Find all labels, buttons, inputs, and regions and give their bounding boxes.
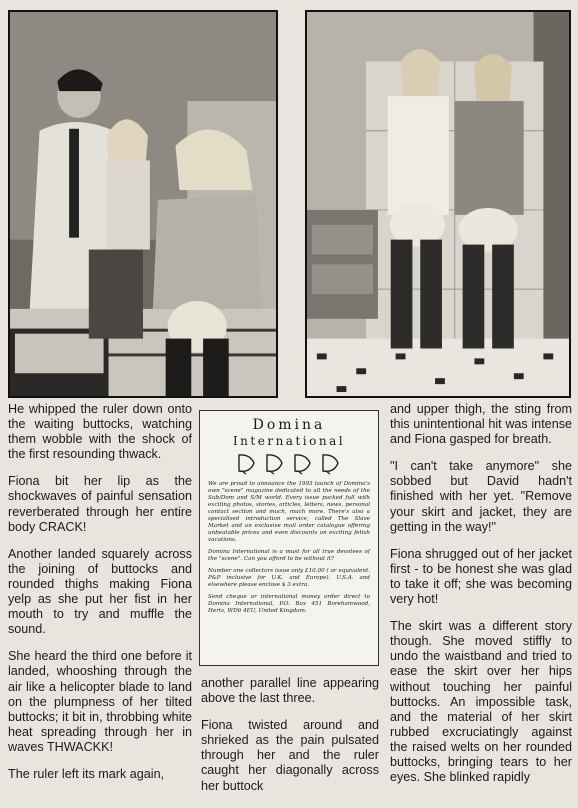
advertisement-box xyxy=(199,410,379,666)
paragraph: Another landed squarely across the joining of buttocks and rounded thighs making Fiona yelp as she put her fist in her mouth to try and muffle the sound. xyxy=(8,546,192,637)
ad-paragraph: Number one collectors issue only £10.00 ( or equivalent. P&P inclusive for U.K. and Europe). U.S.A. and elsewhere please enclose $ 3 extra. xyxy=(208,568,370,588)
paragraph: Fiona twisted around and shrieked as the pain pulsated through her and the ruler caught her diagonally across her buttock xyxy=(201,718,379,793)
ad-title: Domina xyxy=(252,417,326,433)
paragraph: The skirt was a different story though. She moved stiffly to undo the waistband and tried to ease the skirt over her hips without touching her painful buttocks. An impossible task, and the material of her skirt rubbed excruciatingly against the raised welts on her rounded buttocks, bringing tears to her eyes. She blinked rapidly xyxy=(390,619,572,785)
paragraph: another parallel line appearing above the last three. xyxy=(201,676,379,706)
domina-logo-icon xyxy=(236,453,258,475)
article-column-left xyxy=(8,402,192,794)
article-column-right xyxy=(390,402,572,797)
paragraph: Fiona shrugged out of her jacket first - to be honest she was glad to take it off; she was becoming very hot! xyxy=(390,546,572,607)
photo-left xyxy=(8,10,278,398)
ad-logo-row xyxy=(208,453,370,475)
article-column-middle xyxy=(201,676,379,806)
ad-paragraph: Domina International is a must for all true devotees of the "scene". Can you afford to be without it? xyxy=(208,549,370,562)
paragraph: He whipped the ruler down onto the waiting buttocks, watching them wobble with the shock of the first resounding thwack. xyxy=(8,402,192,462)
paragraph: and upper thigh, the sting from this unintentional hit was intense and Fiona gasped for breath. xyxy=(390,402,572,447)
paragraph: "I can't take anymore" she sobbed but David hadn't finished with her yet. "Remove your skirt and jacket, they are getting in the way!" xyxy=(390,459,572,534)
paragraph: She heard the third one before it landed, whooshing through the air like a helicopter blade to land on the plumpness of her tilted buttocks; it bit in, throbbing white heat spreading through her in waves THWACKK! xyxy=(8,649,192,754)
domina-logo-icon xyxy=(264,453,286,475)
photo-right xyxy=(305,10,571,398)
paragraph: The ruler left its mark again, xyxy=(8,766,165,781)
ad-paragraph: We are proud to announce the 1993 launch of Domina's own "scene" magazine dedicated to all the needs of the Sub/Dom and S/M world. Every issue packed full with exciting photos, stories, articles, letters, news, personal contact section and much, much more. There's also a specialised introduction service, called The Slave Market and an exclusive mail order catalogue offering unbeatable prices and even discounts on exciting fetish vacations. xyxy=(208,481,370,543)
ad-paragraph: Send cheque or international money order direct to Domina International, P.O. Box 451 Borehamwood, Herts, WD6 4EU, United Kingdom. xyxy=(208,594,370,614)
domina-logo-icon xyxy=(292,453,314,475)
ad-subtitle: International xyxy=(232,434,346,448)
paragraph: Fiona bit her lip as the shockwaves of painful sensation reverberated through her entire body CRACK! xyxy=(8,474,192,534)
domina-logo-icon xyxy=(320,453,342,475)
